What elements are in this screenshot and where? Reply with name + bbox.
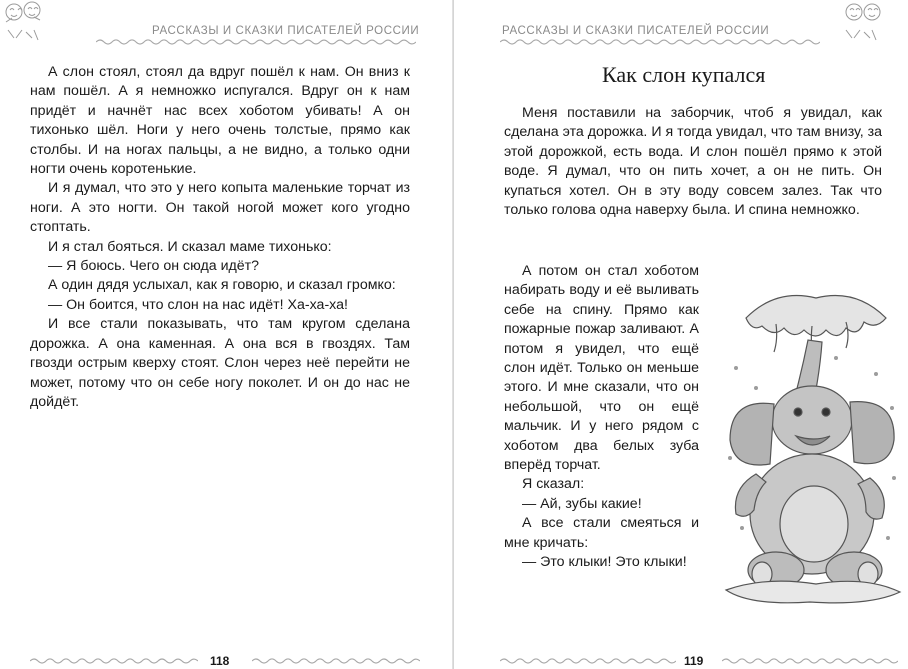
paragraph: Меня поставили на заборчик, чтоб я увидал, как сделана эта дорожка. И я тогда увидал, что там внизу, за этой дорожкой, есть вода. И слон пошёл прямо к этой воде. Я думал, что он пить хочет, а он не пить. Он купаться хотел. Он в эту воду совсем залез. Так что только голова одна наверху была. И спина немножко. (504, 105, 882, 219)
footer-divider-right (722, 657, 898, 665)
page-number: 118 (210, 654, 230, 668)
paragraph: А все стали смеяться и мне кричать: (504, 515, 699, 551)
paragraph: — Ай, зубы какие! (522, 495, 642, 512)
header-divider (500, 38, 820, 46)
footer-divider-left (30, 657, 198, 665)
right-page-text-narrow (504, 262, 699, 573)
kids-emblem-icon (840, 0, 884, 52)
paragraph: А потом он стал хоботом набирать воду и её выливать себе на спину. Прямо как пожарные пожар заливают. А потом я увидел, что ещё слон идёт. Только он меньше этого. И мне сказали, что он небольшой, что он ещё мальчик. И у него рядом с хоботом два белых зуба вперёд торчат. (504, 263, 699, 474)
kids-emblem-icon (2, 0, 46, 52)
footer-divider-right (252, 657, 420, 665)
paragraph: А один дядя услыхал, как я говорю, и сказал громко: (48, 277, 396, 294)
paragraph: И я стал бояться. И сказал маме тихонько: (48, 238, 332, 255)
paragraph: — Я боюсь. Чего он сюда идёт? (48, 258, 260, 275)
paragraph: Я сказал: (522, 476, 585, 493)
footer-divider-left (500, 657, 676, 665)
bathing-elephant-illustration (716, 278, 904, 608)
paragraph: И все стали показывать, что там кругом сделана дорожка. А она каменная. А она вся в гвоздях. Там гвозди острым кверху стоят. Слон через неё перейти не может, потому что он себе ногу поколет. И он до нас не дойдёт. (30, 316, 410, 410)
paragraph: А слон стоял, стоял да вдруг пошёл к нам. Он вниз к нам пошёл. А я немножко испугался. Вдруг он к нам придёт и начнёт нас всех хоботом убивать! А он тихонько шёл. Ноги у него очень толстые, прямо как столбы. И на ногах пальцы, а не видно, а только одни ногти очень коротенькие. (30, 64, 410, 178)
left-page-text (30, 63, 410, 412)
running-header: РАССКАЗЫ И СКАЗКИ ПИСАТЕЛЕЙ РОССИИ (152, 25, 420, 37)
story-title: Как слон купался (602, 62, 766, 87)
page-number: 119 (684, 654, 704, 668)
right-page (454, 0, 908, 669)
header-divider (96, 38, 416, 46)
paragraph: — Он боится, что слон на нас идёт! Ха-ха-ха! (48, 296, 348, 313)
right-page-text-wide (504, 104, 882, 220)
paragraph: — Это клыки! Это клыки! (522, 554, 687, 571)
paragraph: И я думал, что это у него копыта маленькие торчат из ноги. А это ногти. Он такой ногой может кого угодно стоптать. (30, 180, 410, 236)
running-header: РАССКАЗЫ И СКАЗКИ ПИСАТЕЛЕЙ РОССИИ (502, 25, 770, 37)
